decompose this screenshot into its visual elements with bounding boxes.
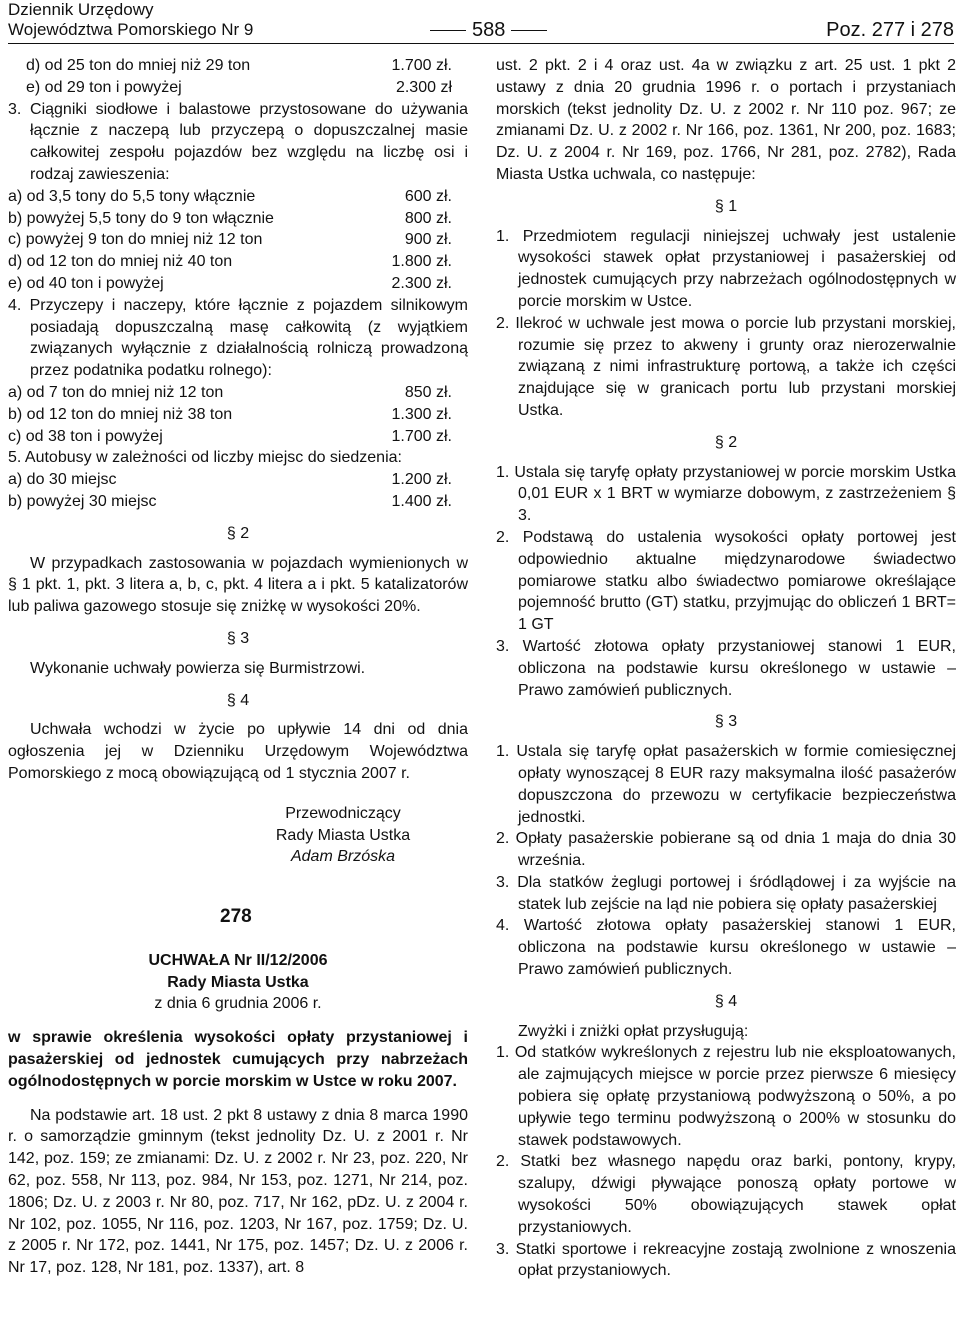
point-5: 5. Autobusy w zależności od liczby miejsc do siedzenia: xyxy=(8,449,402,467)
section-text: Uchwała wchodzi w życie po upływie 14 dni od dnia ogłoszenia jej w Dzienniku Urzędowym Województwa Pomorskiego z mocą obowiązującą od 1 stycznia 2007 r. xyxy=(8,721,468,782)
tariff-value: 800 zł. xyxy=(404,209,452,227)
tariff-value: 2.300 zł. xyxy=(391,274,452,292)
tariff-label: c) od 38 ton i powyżej xyxy=(8,427,163,445)
tariff-label: a) do 30 miejsc xyxy=(8,471,117,489)
tariff-row xyxy=(8,229,452,251)
section-text: W przypadkach zastosowania w pojazdach wymienionych w § 1 pkt. 1, pkt. 3 litera a, b, c, pkt. 4 litera a i pkt. 5 katalizatorów lub paliwa gazowego stosuje się zniżkę w wysokości 20%. xyxy=(8,554,468,616)
list-item: 3. Dla statków żeglugi portowej i śródlądowej i za wyjście na statek lub zejście na ląd nie pobiera się opłaty pasażerskiej xyxy=(496,873,956,913)
section-intro: Zwyżki i zniżki opłat przysługują: xyxy=(518,1022,749,1040)
page-number-block xyxy=(424,18,553,42)
legal-basis-continued: ust. 2 pkt. 2 i 4 oraz ust. 4a w związku z art. 25 ust. 1 pkt 2 ustawy z dnia 20 grudnia 1996 r. o portach i przystaniach morskich (tekst jednolity Dz. U. z 2002 r. Nr 110 poz. 967; ze zmianami Dz. U. z 2002 r. Nr 166, poz. 1361, Nr 200, poz. 1683; Dz. U. z 2004 r. Nr 169, poz. 1766, Nr 281, poz. 2782), Rada Miasta Ustka uchwala, co następuje: xyxy=(496,57,956,183)
tariff-row xyxy=(8,208,452,230)
tariff-value: 1.700 zł. xyxy=(391,427,452,445)
signature-body: Rady Miasta Ustka xyxy=(275,826,411,844)
tariff-label: c) powyżej 9 ton do mniej niż 12 ton xyxy=(8,231,263,249)
section-heading: § 2 xyxy=(714,433,738,451)
tariff-row xyxy=(8,404,452,426)
journal-name xyxy=(8,0,253,40)
section-3-list xyxy=(496,741,956,981)
header-rule xyxy=(8,43,954,44)
tariff-row xyxy=(8,186,452,208)
tariff-value: 900 zł. xyxy=(404,231,452,249)
section-1-list xyxy=(496,226,956,422)
resolution-title: UCHWAŁA Nr II/12/2006 xyxy=(148,951,328,969)
list-item: 2. Statki bez własnego napędu oraz barki, pontony, krypy, szalupy, dźwigi pływające ponoszą opłaty portowe w wysokości 50% obowiązujących stawek opłat przystaniowych. xyxy=(496,1153,956,1236)
tariff-row xyxy=(8,491,452,513)
list-item: 3. Statki sportowe i rekreacyjne zostają zwolnione z wnoszenia opłat przystaniowych. xyxy=(496,1240,956,1280)
section-2-list xyxy=(496,462,956,702)
section-heading: § 2 xyxy=(226,524,250,542)
signature-block xyxy=(8,803,468,868)
left-column xyxy=(8,55,468,1279)
tariff-value: 1.200 zł. xyxy=(391,471,452,489)
tariff-row xyxy=(8,55,452,77)
list-item: 1. Od statków wykreślonych z rejestru lub nie eksploatowanych, ale zajmujących miejsce w porcie przez pierwsze 6 miesięcy pobiera się opłatę przystaniową podwyższoną o 50%, a po upływie tego terminu podwyższoną o 200% w stosunku do stawek podstawowych. xyxy=(496,1044,956,1149)
list-item: 1. Ustala się taryfę opłat pasażerskich w formie comiesięcznej opłaty wynoszącej 8 EUR razy maksymalna ilość pasażerów dopuszczona do przewozu w certyfikacie bezpieczeństwa jednostki. xyxy=(496,743,956,826)
tariff-label: e) od 40 ton i powyżej xyxy=(8,274,164,292)
tariff-value: 2.300 zł xyxy=(395,78,452,96)
point-4: 4. Przyczepy i naczepy, które łącznie z pojazdem silnikowym posiadają dopuszczalną masę całkowitą (z wyjątkiem związanych wyłącznie z działalnością rolniczą prowadzoną przez podatnika podatku rolnego): xyxy=(8,296,468,380)
dash-left xyxy=(430,30,466,31)
signature-name: Adam Brzóska xyxy=(290,848,396,866)
resolution-subject: w sprawie określenia wysokości opłaty przystaniowej i pasażerskiej od jednostek cumujących przy nabrzeżach ogólnodostępnych w porcie morskim w Ustce w roku 2007. xyxy=(8,1029,468,1090)
tariff-value: 850 zł. xyxy=(404,383,452,401)
resolution-date: z dnia 6 grudnia 2006 r. xyxy=(154,995,322,1013)
tariff-row xyxy=(8,469,452,491)
legal-basis: Na podstawie art. 18 ust. 2 pkt 8 ustawy z dnia 8 marca 1990 r. o samorządzie gminnym (tekst jednolity Dz. U. z 2001 r. Nr 142, poz. 159; ze zmianami: Dz. U. z 2002 r. Nr 23, poz. 220, Nr 62, poz. 558, Nr 113, poz. 984, Nr 153, poz. 1271, Nr 214, poz. 1806; Dz. U. z 2003 r. Nr 80, poz. 717, Nr 162, pDz. U. z 2004 r. Nr 102, poz. 1055, Nr 116, poz. 1203, Nr 167, poz. 1759; Dz. U. z 2005 r. Nr 172, poz. 1441, Nr 175, poz. 1457; Dz. U. z 2006 r. Nr 17, poz. 128, Nr 181, poz. 1337), art. 8 xyxy=(8,1106,468,1277)
section-heading: § 1 xyxy=(714,197,738,215)
journal-line-1: Dziennik Urzędowy xyxy=(8,0,154,19)
tariff-label: a) od 7 ton do mniej niż 12 ton xyxy=(8,383,224,401)
tariff-label: b) od 12 ton do mniej niż 38 ton xyxy=(8,405,233,423)
tariff-row xyxy=(8,382,452,404)
tariff-label: b) powyżej 5,5 tony do 9 ton włącznie xyxy=(8,209,274,227)
section-4-list xyxy=(496,1042,956,1282)
tariff-label: a) od 3,5 tony do 5,5 tony włącznie xyxy=(8,187,256,205)
dash-right xyxy=(511,30,547,31)
tariff-row xyxy=(8,273,452,295)
tariff-value: 1.800 zł. xyxy=(391,253,452,271)
document-number: 278 xyxy=(220,906,252,928)
resolution-issuer: Rady Miasta Ustka xyxy=(167,973,309,991)
position-number: Poz. 277 i 278 xyxy=(826,19,954,41)
list-item: 2. Opłaty pasażerskie pobierane są od dnia 1 maja do dnia 30 września. xyxy=(496,830,956,870)
right-column xyxy=(496,55,956,1282)
tariff-row xyxy=(8,251,452,273)
list-item: 1. Ustala się taryfę opłaty przystaniowej w porcie morskim Ustka 0,01 EUR x 1 BRT w wymiarze dobowym, z zastrzeżeniem § 3. xyxy=(496,463,956,525)
point-3: 3. Ciągniki siodłowe i balastowe przystosowane do używania łącznie z naczepą lub przyczepą o dopuszczalnej masie całkowitej zespołu pojazdów bez względu na liczbę osi i rodzaj zawieszenia: xyxy=(8,100,468,183)
tariff-label: d) od 25 ton do mniej niż 29 ton xyxy=(26,57,251,74)
list-item: 3. Wartość złotowa opłaty przystaniowej stanowi 1 EUR, obliczona na podstawie kursu określonego w ustawie – Prawo zamówień publicznych. xyxy=(496,637,956,699)
tariff-label: e) od 29 ton i powyżej xyxy=(26,78,182,96)
tariff-value: 600 zł. xyxy=(404,187,452,205)
page-number: 588 xyxy=(472,19,506,41)
list-item: 1. Przedmiotem regulacji niniejszej uchwały jest ustalenie wysokości stawek opłat przystaniowej i pasażerskiej od jednostek cumujących przy nabrzeżach ogólnodostępnych w porcie morskim w Ustce. xyxy=(496,227,956,310)
list-item: 2. Podstawą do ustalenia wysokości opłaty portowej jest odpowiednio aktualne międzynarodowe świadectwo pomiarowe statku albo świadectwo pomiarowe określające pojemność brutto (GT) statku, przyjmując do obliczeń 1 BRT= 1 GT xyxy=(496,528,956,634)
list-item: 4. Wartość złotowa opłaty pasażerskiej stanowi 1 EUR, obliczona na podstawie kursu określonego w ustawie – Prawo zamówień publicznych. xyxy=(496,917,956,979)
section-heading: § 4 xyxy=(714,992,738,1010)
tariff-row xyxy=(8,77,452,99)
tariff-row xyxy=(8,426,452,448)
section-text: Wykonanie uchwały powierza się Burmistrzowi. xyxy=(30,659,366,677)
list-item: 2. Ilekroć w uchwale jest mowa o porcie lub przystani morskiej, rozumie się przez to akweny i grunty oraz nierozerwalnie związaną z nimi infrastrukturę portową, a także ich części znajdujące się w granicach portu lub przystani morskiej Ustka. xyxy=(496,314,956,419)
tariff-label: d) od 12 ton do mniej niż 40 ton xyxy=(8,253,233,271)
tariff-value: 1.300 zł. xyxy=(391,405,452,423)
tariff-value: 1.400 zł. xyxy=(391,492,452,510)
tariff-value: 1.700 zł. xyxy=(391,57,452,74)
tariff-label: b) powyżej 30 miejsc xyxy=(8,492,157,510)
signature-role: Przewodniczący xyxy=(285,804,401,822)
journal-line-2: Województwa Pomorskiego Nr 9 xyxy=(8,20,254,39)
section-heading: § 3 xyxy=(226,629,250,647)
section-heading: § 3 xyxy=(714,713,738,731)
page-header xyxy=(8,0,954,44)
section-heading: § 4 xyxy=(226,691,250,709)
